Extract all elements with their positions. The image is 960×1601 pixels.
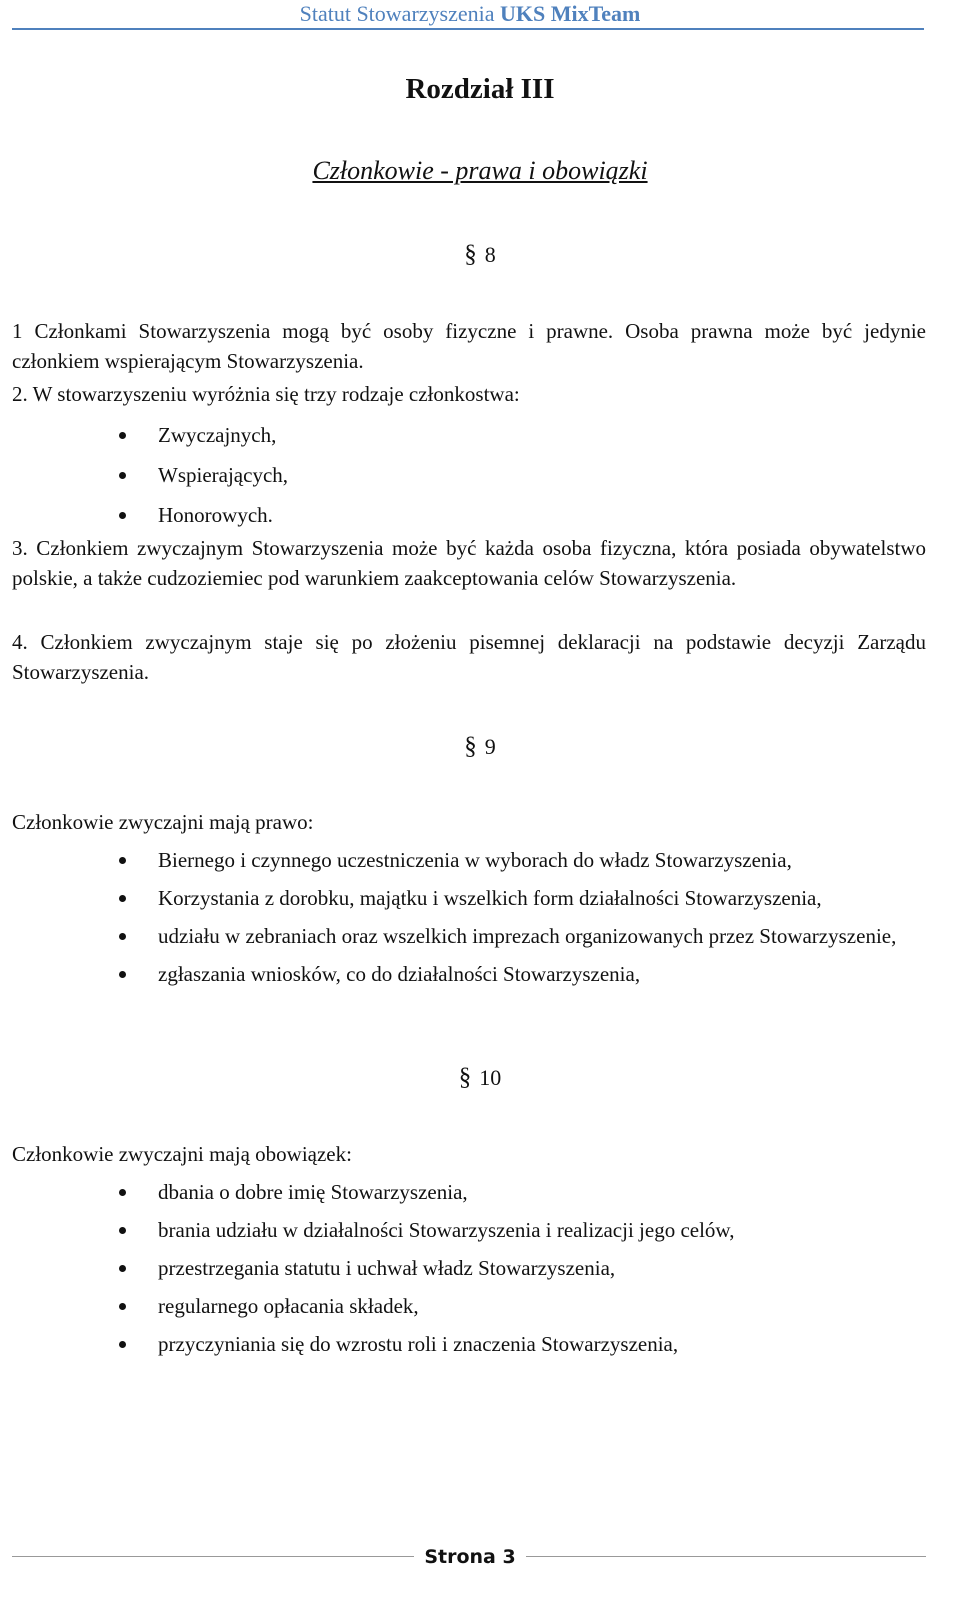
footer-divider-right bbox=[526, 1556, 926, 1557]
list-item-text: brania udziału w działalności Stowarzyszenia i realizacji jego celów, bbox=[158, 1218, 735, 1242]
duties-list bbox=[0, 1178, 960, 1358]
section-number: 8 bbox=[484, 242, 496, 267]
list-item bbox=[0, 922, 918, 950]
list-item bbox=[0, 846, 918, 874]
duties-intro: Członkowie zwyczajni mają obowiązek: bbox=[12, 1142, 352, 1166]
list-item-text: udziału w zebraniach oraz wszelkich imprezach organizowanych przez Stowarzyszenie, bbox=[158, 924, 897, 948]
list-item bbox=[0, 1330, 918, 1358]
list-item bbox=[0, 884, 918, 912]
chapter-heading: Rozdział III bbox=[405, 73, 555, 105]
header-divider bbox=[12, 28, 924, 30]
section-8-paragraph-4: 4. Członkiem zwyczajnym staje się po złożeniu pisemnej deklaracji na podstawie decyzji Zarządu Stowarzyszenia. bbox=[12, 630, 926, 684]
section-8-paragraph-1: 1 Członkami Stowarzyszenia mogą być osoby fizyczne i prawne. Osoba prawna może być jedynie członkiem wspierającym Stowarzyszenia. bbox=[12, 319, 926, 373]
list-item-text: Korzystania z dorobku, majątku i wszelkich form działalności Stowarzyszenia, bbox=[158, 886, 822, 910]
list-item-text: Honorowych. bbox=[158, 503, 273, 527]
list-item bbox=[0, 461, 918, 489]
document-title-plain: Statut Stowarzyszenia bbox=[299, 1, 501, 26]
list-item-text: regularnego opłacania składek, bbox=[158, 1294, 419, 1318]
bullet-icon bbox=[119, 857, 126, 864]
section-sign: § bbox=[458, 1064, 472, 1091]
list-item-text: przestrzegania statutu i uchwał władz Stowarzyszenia, bbox=[158, 1256, 616, 1280]
bullet-icon bbox=[119, 432, 126, 439]
bullet-icon bbox=[119, 895, 126, 902]
rights-intro: Członkowie zwyczajni mają prawo: bbox=[12, 810, 314, 834]
bullet-icon bbox=[119, 971, 126, 978]
bullet-icon bbox=[119, 1303, 126, 1310]
section-number: 9 bbox=[484, 734, 496, 759]
bullet-icon bbox=[119, 512, 126, 519]
section-sign: § bbox=[464, 241, 477, 268]
list-item-text: przyczyniania się do wzrostu roli i znaczenia Stowarzyszenia, bbox=[158, 1332, 679, 1356]
bullet-icon bbox=[119, 1189, 126, 1196]
section-9-heading bbox=[0, 733, 960, 761]
section-number: 10 bbox=[479, 1065, 502, 1090]
section-8-paragraph-2: 2. W stowarzyszeniu wyróżnia się trzy rodzaje członkostwa: bbox=[12, 382, 520, 406]
list-item-text: Biernego i czynnego uczestniczenia w wyborach do władz Stowarzyszenia, bbox=[158, 848, 792, 872]
section-10-heading bbox=[0, 1064, 960, 1092]
bullet-icon bbox=[119, 472, 126, 479]
bullet-icon bbox=[119, 1265, 126, 1272]
section-sign: § bbox=[464, 733, 477, 760]
chapter-subtitle: Członkowie - prawa i obowiązki bbox=[312, 156, 648, 185]
list-item bbox=[0, 960, 918, 988]
document-title bbox=[274, 0, 666, 28]
list-item bbox=[0, 501, 918, 529]
list-item-text: dbania o dobre imię Stowarzyszenia, bbox=[158, 1180, 468, 1204]
document-title-bold: UKS MixTeam bbox=[500, 1, 641, 26]
bullet-icon bbox=[119, 1341, 126, 1348]
page-number: Strona 3 bbox=[424, 1546, 516, 1568]
membership-types-list bbox=[0, 421, 960, 529]
rights-list bbox=[0, 846, 960, 988]
section-8-heading bbox=[0, 241, 960, 269]
section-8-paragraph-3: 3. Członkiem zwyczajnym Stowarzyszenia może być każda osoba fizyczna, która posiada obywatelstwo polskie, a także cudzoziemiec pod warunkiem zaakceptowania celów Stowarzyszenia. bbox=[12, 536, 926, 590]
list-item bbox=[0, 1178, 918, 1206]
list-item bbox=[0, 421, 918, 449]
list-item-text: Wspierających, bbox=[158, 463, 289, 487]
footer-divider-left bbox=[12, 1556, 414, 1557]
page-header bbox=[0, 0, 960, 40]
list-item bbox=[0, 1292, 918, 1320]
list-item-text: zgłaszania wniosków, co do działalności Stowarzyszenia, bbox=[158, 962, 641, 986]
bullet-icon bbox=[119, 933, 126, 940]
list-item-text: Zwyczajnych, bbox=[158, 423, 277, 447]
bullet-icon bbox=[119, 1227, 126, 1234]
list-item bbox=[0, 1216, 918, 1244]
list-item bbox=[0, 1254, 918, 1282]
